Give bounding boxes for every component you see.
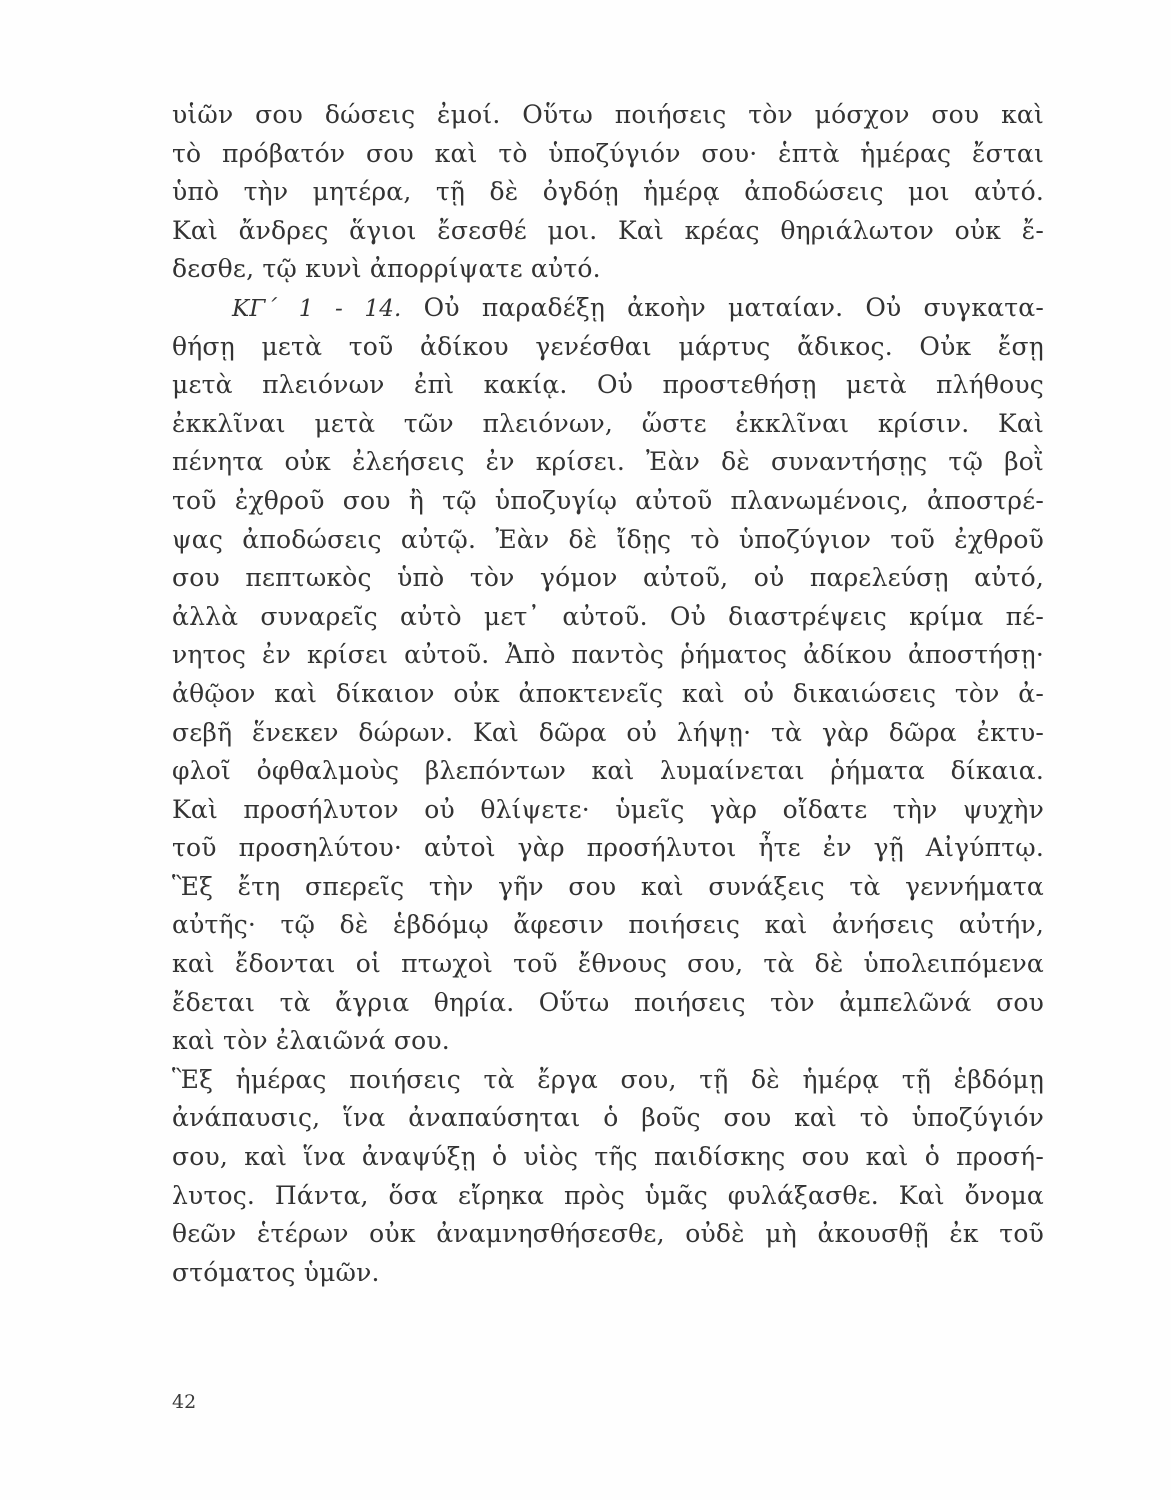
text-line: τοῦ ἐχθροῦ σου ἢ τῷ ὑποζυγίῳ αὐτοῦ πλανωμένοις, ἀποστρέ- xyxy=(172,485,1044,515)
text-line: Ἓξ ἡμέρας ποιήσεις τὰ ἔργα σου, τῇ δὲ ἡμέρᾳ τῇ ἑβδόμῃ xyxy=(172,1064,1044,1094)
text-line: θήσῃ μετὰ τοῦ ἀδίκου γενέσθαι μάρτυς ἄδικος. Οὐκ ἔσῃ xyxy=(172,331,1044,361)
text-line: ἀθῷον καὶ δίκαιον οὐκ ἀποκτενεῖς καὶ οὐ δικαιώσεις τὸν ἀ- xyxy=(172,678,1044,708)
text-line: σου πεπτωκὸς ὑπὸ τὸν γόμον αὐτοῦ, οὐ παρελεύσῃ αὐτό, xyxy=(172,563,1044,593)
text-line: θεῶν ἑτέρων οὐκ ἀναμνησθήσεσθε, οὐδὲ μὴ ἀκουσθῇ ἐκ τοῦ xyxy=(172,1219,1044,1249)
text-line: ἀλλὰ συναρεῖς αὐτὸ μετ᾽ αὐτοῦ. Οὐ διαστρέψεις κρίμα πέ- xyxy=(172,601,1044,631)
text-fragment: Οὐ παραδέξῃ ἀκοὴν ματαίαν. Οὐ συγκατα- xyxy=(423,292,1044,322)
text-line: ὑπὸ τὴν μητέρα, τῇ δὲ ὀγδόῃ ἡμέρᾳ ἀποδώσεις μοι αὐτό. xyxy=(172,177,1044,207)
text-line: ἔδεται τὰ ἄγρια θηρία. Οὕτω ποιήσεις τὸν ἀμπελῶνά σου xyxy=(172,987,1044,1017)
body-text xyxy=(172,96,1044,1292)
text-line: νητος ἐν κρίσει αὐτοῦ. Ἀπὸ παντὸς ῥήματος ἀδίκου ἀποστήσῃ· xyxy=(172,640,1044,670)
text-line: στόματος ὑμῶν. xyxy=(172,1257,380,1287)
text-line: μετὰ πλειόνων ἐπὶ κακίᾳ. Οὐ προστεθήσῃ μετὰ πλήθους xyxy=(172,370,1044,400)
text-line: ἐκκλῖναι μετὰ τῶν πλειόνων, ὥστε ἐκκλῖναι κρίσιν. Καὶ xyxy=(172,408,1044,438)
text-line: λυτος. Πάντα, ὅσα εἴρηκα πρὸς ὑμᾶς φυλάξασθε. Καὶ ὄνομα xyxy=(172,1180,1044,1210)
text-line: τὸ πρόβατόν σου καὶ τὸ ὑποζύγιόν σου· ἑπτὰ ἡμέρας ἔσται xyxy=(172,138,1044,168)
text-line: φλοῖ ὀφθαλμοὺς βλεπόντων καὶ λυμαίνεται ῥήματα δίκαια. xyxy=(172,756,1044,786)
text-line: Ἓξ ἔτη σπερεῖς τὴν γῆν σου καὶ συνάξεις τὰ γεννήματα xyxy=(172,871,1044,901)
text-line: δεσθε, τῷ κυνὶ ἀπορρίψατε αὐτό. xyxy=(172,254,601,284)
text-line: τοῦ προσηλύτου· αὐτοὶ γὰρ προσήλυτοι ἦτε ἐν γῇ Αἰγύπτῳ. xyxy=(172,833,1044,863)
page-number: 42 xyxy=(172,1391,197,1413)
text-line: υἱῶν σου δώσεις ἐμοί. Οὕτω ποιήσεις τὸν μόσχον σου καὶ xyxy=(172,100,1044,129)
text-line: καὶ ἔδονται οἱ πτωχοὶ τοῦ ἔθνους σου, τὰ δὲ ὑπολειπόμενα xyxy=(172,949,1044,979)
text-line: σου, καὶ ἵνα ἀναψύξῃ ὁ υἱὸς τῆς παιδίσκης σου καὶ ὁ προσή- xyxy=(172,1142,1044,1172)
chapter-verse-reference: ΚΓ΄ 1 - 14. xyxy=(232,295,402,322)
text-line: ἀνάπαυσις, ἵνα ἀναπαύσηται ὁ βοῦς σου καὶ τὸ ὑποζύγιόν xyxy=(172,1103,1044,1133)
text-line-with-reference xyxy=(172,289,1044,328)
text-line: σεβῆ ἕνεκεν δώρων. Καὶ δῶρα οὐ λήψῃ· τὰ γὰρ δῶρα ἐκτυ- xyxy=(172,717,1044,747)
text-line: Καὶ προσήλυτον οὐ θλίψετε· ὑμεῖς γὰρ οἴδατε τὴν ψυχὴν xyxy=(172,794,1044,824)
text-line: αὐτῆς· τῷ δὲ ἑβδόμῳ ἄφεσιν ποιήσεις καὶ ἀνήσεις αὐτήν, xyxy=(172,910,1044,940)
text-line: πένητα οὐκ ἐλεήσεις ἐν κρίσει. Ἐὰν δὲ συναντήσῃς τῷ βοῒ xyxy=(172,447,1044,477)
text-line: ψας ἀποδώσεις αὐτῷ. Ἐὰν δὲ ἴδῃς τὸ ὑποζύγιον τοῦ ἐχθροῦ xyxy=(172,524,1044,554)
text-line: καὶ τὸν ἐλαιῶνά σου. xyxy=(172,1026,450,1056)
text-line: Καὶ ἄνδρες ἅγιοι ἔσεσθέ μοι. Καὶ κρέας θηριάλωτον οὐκ ἔ- xyxy=(172,215,1044,245)
